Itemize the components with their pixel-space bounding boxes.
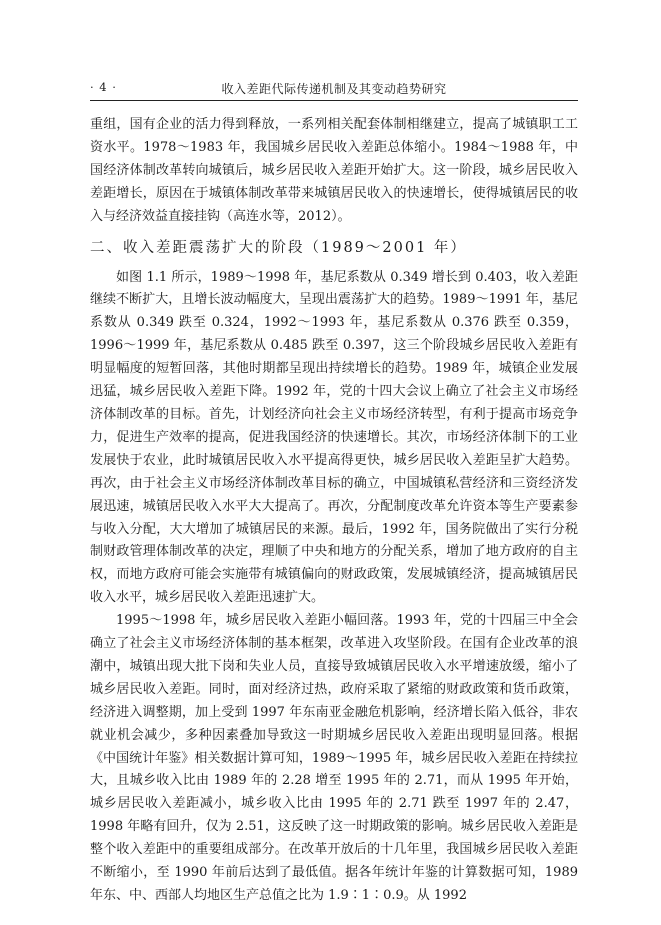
paragraph: 如图 1.1 所示，1989～1998 年，基尼系数从 0.349 增长到 0.403，收入差距继续不断扩大，且增长波动幅度大，呈现出震荡扩大的趋势。1989～1991 年，基尼系数从 0.349 跌至 0.324，1992～1993 年，基尼系数从 0.376 跌至 0.359，1996～1999 年，基尼系数从 0.485 跌至 0.397，这三个阶段城乡居民收入差距有明显幅度的短暂回落，其他时期都呈现出持续增长的趋势。1989 年，城镇企业发展迅猛，城乡居民收入差距下降。1992 年，党的十四大会议上确立了社会主义市场经济体制改革的目标。首先，计划经济向社会主义市场经济转型，有利于提高市场竞争力，促进生产效率的提高，促进我国经济的快速增长。其次，市场经济体制下的工业发展快于农业，此时城镇居民收入水平提高得更快，城乡居民收入差距呈扩大趋势。再次，由于社会主义市场经济体制改革目标的确立，中国城镇私营经济和三资经济发展迅速，城镇居民收入水平大大提高了。再次，分配制度改革允许资本等生产要素参与收入分配，大大增加了城镇居民的来源。最后，1992 年，国务院做出了实行分税制财政管理体制改革的决定，理顺了中央和地方的分配关系，增加了地方政府的自主权，而地方政府可能会实施带有城镇偏向的财政政策，发展城镇经济，提高城镇居民收入水平，城乡居民收入差距迅速扩大。 [90,269,578,606]
page-number: · 4 · [90,80,117,94]
paragraph: 1995～1998 年，城乡居民收入差距小幅回落。1993 年，党的十四届三中全会确立了社会主义市场经济体制的基本框架，改革进入攻坚阶段。在国有企业改革的浪潮中，城镇出现大批下岗和失业人员，直接导致城镇居民收入水平增速放缓，缩小了城乡居民收入差距。同时，面对经济过热，政府采取了紧缩的财政政策和货币政策，经济进入调整期，加上受到 1997 年东南亚金融危机影响，经济增长陷入低谷，非农就业机会减少，多种因素叠加导致这一时期城乡居民收入差距出现明显回落。根据《中国统计年鉴》相关数据计算可知，1989～1995 年，城乡居民收入差距在持续拉大，且城乡收入比由 1989 年的 2.28 增至 1995 年的 2.71，而从 1995 年开始，城乡居民收入差距减小，城乡收入比由 1995 年的 2.71 跌至 1997 年的 2.47，1998 年略有回升，仅为 2.51，这反映了这一时期政策的影响。城乡居民收入差距是整个收入差距中的重要组成部分。在改革开放后的十几年里，我国城乡居民收入差距不断缩小，至 1990 年前后达到了最低值。据各年统计年鉴的计算数据可知，1989 年东、中、西部人均地区生产总值之比为 1.9∶1∶0.9。从 1992 [90,613,578,903]
section-heading: 二、收入差距震荡扩大的阶段（1989～2001 年） [90,239,467,256]
page-header [90,78,578,101]
running-title: 收入差距代际传递机制及其变动趋势研究 [221,82,447,96]
paragraph-continued: 重组，国有企业的活力得到释放，一系列相关配套体制相继建立，提高了城镇职工工资水平。1978～1983 年，我国城乡居民收入差距总体缩小。1984～1988 年，中国经济体制改革转向城镇后，城乡居民收入差距开始扩大。这一阶段，城乡居民收入差距增长，原因在于城镇体制改革带来城镇居民收入的快速增长，使得城镇居民的收入与经济效益直接挂钩（高连水等，2012）。 [90,117,578,224]
body-text [90,114,578,908]
